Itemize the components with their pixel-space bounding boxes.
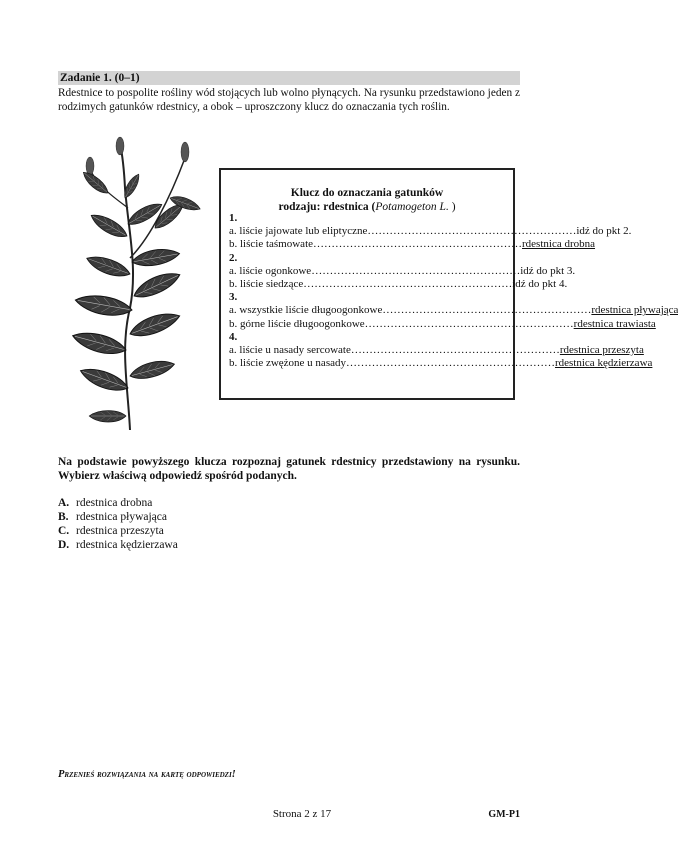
key-row-result: rdestnica pływająca [591, 304, 678, 317]
option-text: rdestnica drobna [76, 497, 153, 509]
key-title-line2: rodzaju: rdestnica ( [278, 201, 376, 213]
key-row-dots: ………………………………………………… [350, 344, 560, 357]
key-steps [229, 212, 678, 370]
key-row [229, 357, 653, 370]
key-row-text: b. liście taśmowate [229, 238, 314, 251]
key-step-number: 3. [229, 291, 238, 304]
key-row-dots: ………………………………………………… [311, 264, 521, 277]
answer-option-c[interactable] [58, 524, 178, 538]
key-row-text: b. liście siedzące [229, 278, 304, 291]
key-row-dots: ………………………………………………… [303, 278, 513, 291]
option-text: rdestnica przeszyta [76, 525, 164, 537]
key-row-result: idź do pkt 2. [576, 225, 632, 238]
answer-option-a[interactable] [58, 496, 178, 510]
key-row [229, 225, 632, 238]
option-letter: A. [58, 497, 70, 509]
key-step-number: 1. [229, 212, 238, 224]
pondweed-illustration [70, 138, 220, 430]
key-row-result: rdestnica drobna [522, 238, 596, 251]
footer-note: Przenieś rozwiązania na kartę odpowiedzi! [58, 769, 236, 780]
option-text: rdestnica kędzierzawa [76, 539, 178, 551]
key-row-result: rdestnica kędzierzawa [554, 357, 653, 370]
page-number: Strona 2 z 17 [272, 808, 332, 820]
key-row-text: a. wszystkie liście długoogonkowe [229, 304, 383, 317]
option-letter: B. [58, 511, 69, 523]
task-header: Zadanie 1. (0–1) [58, 71, 520, 85]
key-row [229, 264, 576, 278]
option-letter: C. [58, 525, 70, 537]
key-row-text: a. liście ogonkowe [229, 264, 312, 277]
exam-code: GM-P1 [488, 809, 520, 820]
key-title-line1: Klucz do oznaczania gatunków [290, 187, 444, 199]
key-title-latin: Potamogeton L. [375, 201, 449, 213]
answer-option-d[interactable] [58, 538, 178, 552]
key-title-tail: ) [448, 201, 456, 213]
key-row-dots: ………………………………………………… [313, 238, 523, 251]
identification-key [219, 168, 678, 400]
key-row [229, 344, 644, 357]
task-intro: Rdestnice to pospolite rośliny wód stojących lub wolno płynących. Na rysunku przedstawiono jeden z rodzimych gatunków rdestnicy, a obok – uproszczony klucz do oznaczania tych roślin. [58, 87, 520, 113]
answer-options [58, 496, 178, 552]
key-row-dots: ………………………………………………… [364, 317, 574, 330]
key-row-result: idź do pkt 4. [512, 278, 568, 291]
option-text: rdestnica pływająca [76, 511, 167, 523]
key-step-number: 2. [229, 251, 238, 264]
key-row-text: b. liście zwężone u nasady [229, 357, 346, 370]
key-row-dots: ………………………………………………… [367, 225, 577, 238]
key-row [229, 317, 656, 331]
option-letter: D. [58, 539, 70, 551]
key-row-dots: ………………………………………………… [382, 304, 592, 317]
key-row-result: rdestnica przeszyta [559, 344, 644, 357]
answer-option-b[interactable] [58, 510, 178, 524]
key-title [221, 186, 513, 214]
key-row [229, 238, 596, 251]
key-step-number: 4. [229, 330, 238, 343]
key-row-dots: ………………………………………………… [345, 357, 555, 370]
question-text: Na podstawie powyższego klucza rozpoznaj gatunek rdestnicy przedstawiony na rysunku. Wybierz właściwą odpowiedź spośród podanych. [58, 456, 520, 482]
key-row [229, 304, 678, 317]
key-row [229, 278, 568, 291]
key-row-result: idź do pkt 3. [520, 264, 576, 277]
key-row-text: a. liście jajowate lub eliptyczne [229, 225, 368, 238]
key-row-result: rdestnica trawiasta [573, 317, 656, 330]
key-row-text: a. liście u nasady sercowate [229, 344, 351, 357]
key-row-text: b. górne liście długoogonkowe [229, 317, 365, 330]
